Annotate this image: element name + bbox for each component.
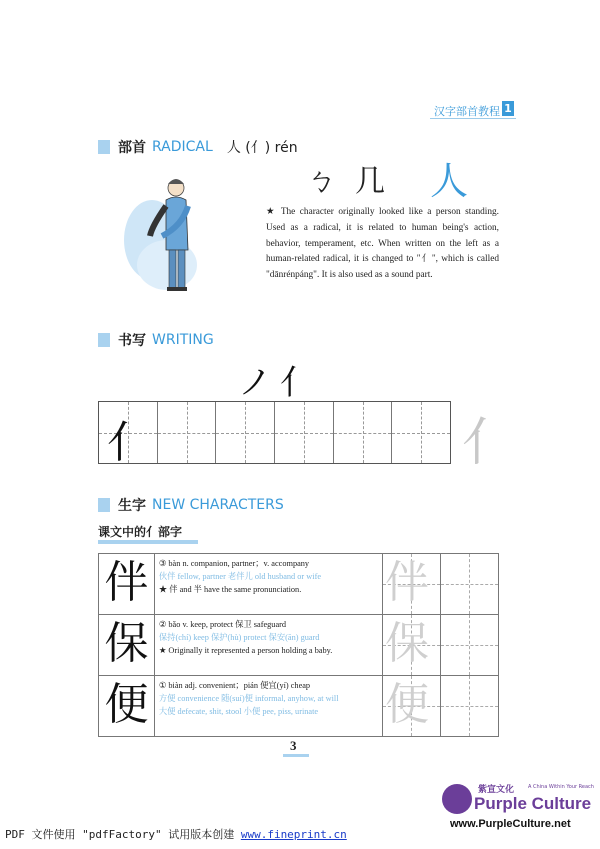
trace-char: 便 [384,679,429,730]
purple-culture-watermark [440,782,600,842]
section-radical-title [98,137,298,157]
radical-form-modern: 人 [430,159,469,203]
practice-cell [99,402,158,468]
char-note: ★ Originally it represented a person holding a baby. [158,646,333,655]
table-row [99,615,499,676]
brand-logo-icon [442,784,472,814]
char-info [154,554,382,615]
brand-zh: 紫宣文化 [478,785,515,795]
trace-char: 伴 [384,557,429,608]
brand-name: Purple Culture [474,794,592,813]
big-char: 伴 [99,554,155,615]
writing-practice-grid [98,401,451,468]
page-number-underline [283,754,309,757]
practice-cell [158,402,217,463]
section-marker [98,140,110,154]
brand-tagline: A China Within Your Reach [528,784,594,790]
radical-form-ancient-2: 几 [355,164,385,199]
section-zh-label: 部首 [118,140,146,156]
table-row [99,554,499,615]
section-en-label: WRITING [152,332,214,348]
char-practice [382,615,498,676]
new-characters-table [98,553,499,737]
big-char: 便 [99,676,155,737]
table-row [99,676,499,737]
practice-cell [275,402,334,463]
pdf-footer-link[interactable]: www.fineprint.cn [240,828,347,841]
book-title: 汉字部首教程 [434,105,500,118]
trace-char: 保 [384,618,429,669]
char-info [154,676,382,737]
char-practice [382,676,498,737]
char-definition: ③ bàn n. companion, partner；v. accompany [158,559,310,568]
radical-form-ancient-1: ㄅ [306,164,336,199]
subhead-underline [98,540,198,544]
radical-description: ★ The character originally looked like a person standing. Used as a radical, it is related to human being's action, behavior, temperament, etc. When written on the left as a human-related radical, it is changed to "亻", which is called "dānrénpáng". It is also used as a sound part. [266,207,499,281]
section-en-label: RADICAL [152,139,213,155]
practice-cell [334,402,393,463]
char-examples: 保持(chí) keep 保护(hù) protect 保安(ān) guard [158,633,320,642]
char-definition: ① biàn adj. convenient；pián 便宜(yí) cheap [158,681,311,690]
big-char: 保 [99,615,155,676]
practice-cell [216,402,275,463]
ghost-radical: 亻 [462,413,515,473]
model-char: 亻 [107,417,151,468]
char-note: ★ 伴 and 半 have the same pronunciation. [158,585,302,594]
page-number: 3 [290,738,297,753]
pdf-footer-text: PDF 文件使用 "pdfFactory" 试用版本创建 [5,828,241,841]
char-info [154,615,382,676]
char-practice [382,554,498,615]
person-illustration [122,170,232,300]
pdf-footer [5,826,347,842]
char-definition: ② bǎo v. keep, protect 保卫 safeguard [158,620,287,629]
header-divider [430,118,516,119]
practice-cell [392,402,450,463]
section-zh-label: 书写 [118,333,146,349]
char-examples: 伙伴 fellow, partner 老伴儿 old husband or wife [158,572,322,581]
newchars-subhead: 课文中的亻部字 [98,525,183,539]
brand-url: www.PurpleCulture.net [450,818,571,830]
section-marker [98,333,110,347]
section-writing-title [98,330,214,350]
radical-char: 人 (亻) rén [226,140,298,156]
section-newchars-title [98,495,284,515]
stroke-order: ノ亻 [238,363,322,403]
section-marker [98,498,110,512]
char-examples: 方便 convenience 随(suí)便 informal, anyhow, at will [158,694,339,703]
book-volume-badge: 1 [502,101,514,116]
section-zh-label: 生字 [118,498,146,514]
char-examples-2: 大便 defecate, shit, stool 小便 pee, piss, urinate [158,707,319,716]
section-en-label: NEW CHARACTERS [152,497,284,513]
